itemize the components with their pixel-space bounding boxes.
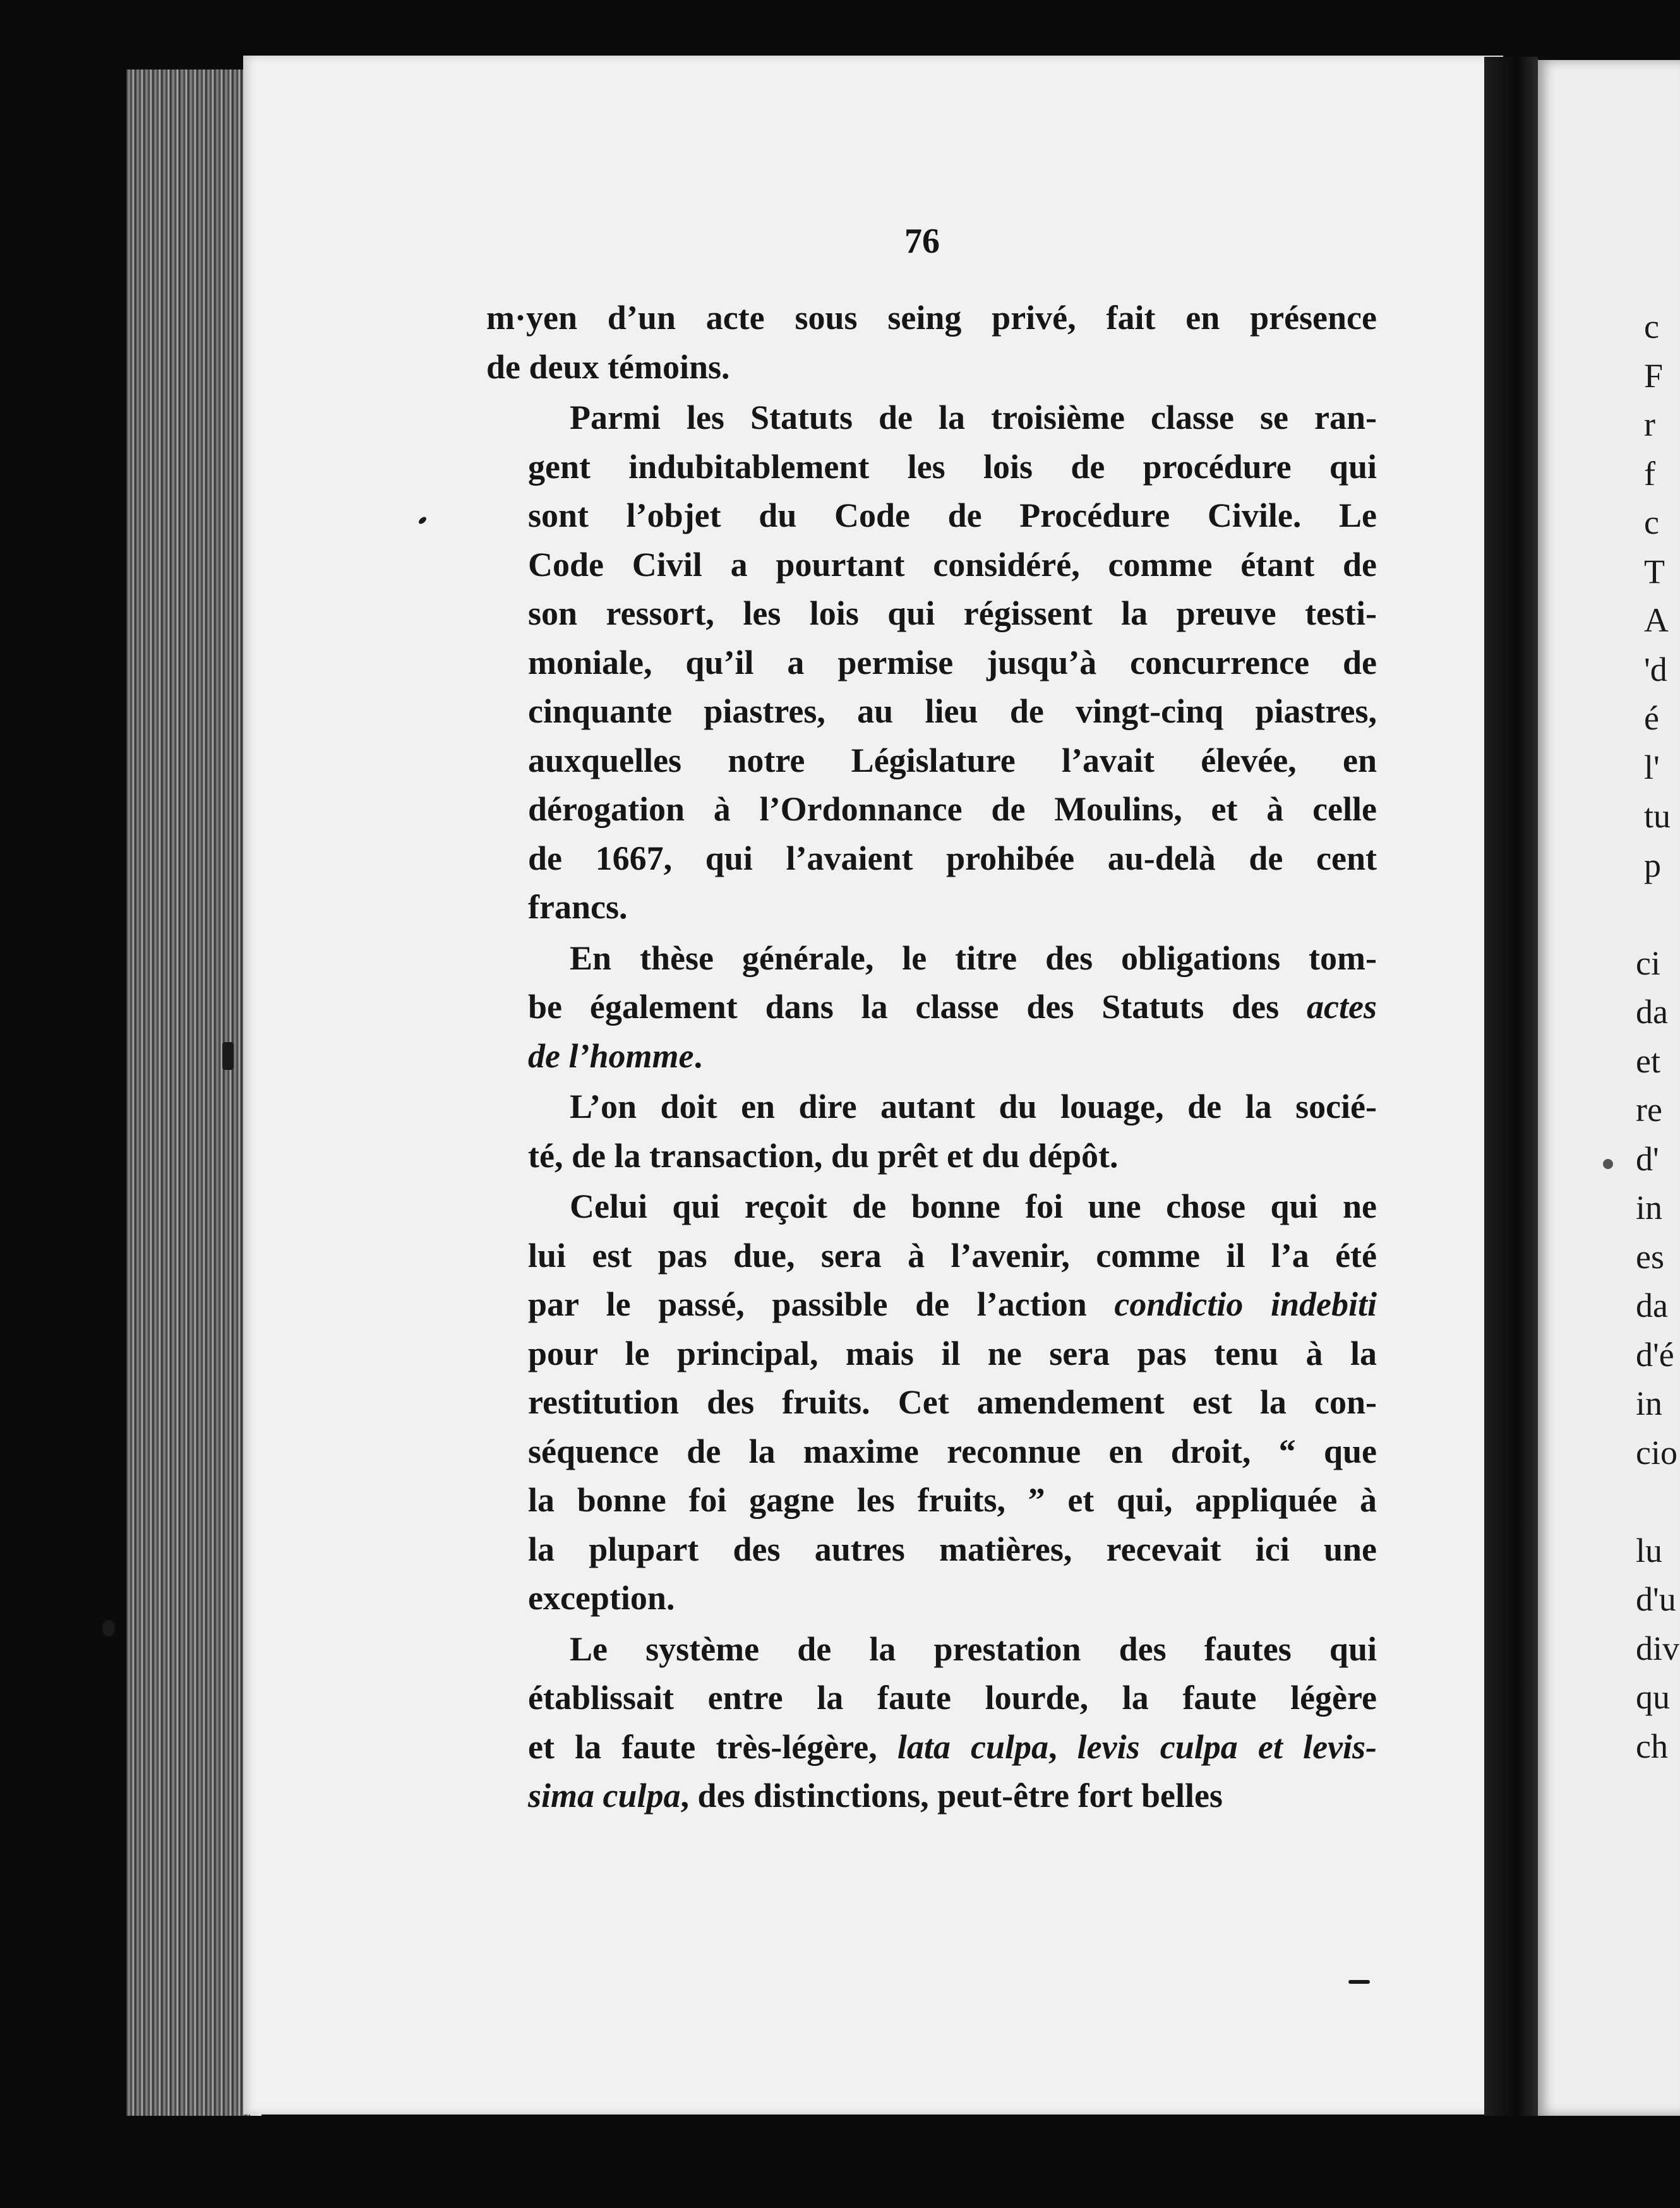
text-line	[486, 1232, 1377, 1281]
text-run: Parmi les Statuts de la troisième classe se ran-	[570, 399, 1377, 436]
facing-page-fragment: F	[1644, 356, 1664, 395]
facing-page-fragment: re	[1636, 1091, 1662, 1129]
italic-text: condictio indebiti	[1114, 1285, 1377, 1323]
text-run: de deux témoins.	[486, 347, 730, 386]
text-run: L’on doit en dire autant du louage, de la socié-	[570, 1088, 1377, 1125]
text-line	[486, 1032, 1377, 1081]
body-text	[486, 294, 1377, 1821]
facing-page-fragment: T	[1644, 552, 1665, 591]
facing-page-fragment: tu	[1644, 797, 1671, 835]
text-line	[486, 294, 1377, 343]
italic-text: actes	[1307, 988, 1377, 1026]
text-line	[486, 343, 1377, 392]
facing-page-fragment: p	[1644, 846, 1661, 884]
facing-page-fragment: da	[1636, 993, 1668, 1031]
text-run: Celui qui reçoit de bonne foi une chose qui ne	[570, 1187, 1377, 1225]
facing-page-fragment: div	[1636, 1629, 1680, 1667]
facing-page-fragment: c	[1644, 308, 1659, 345]
text-line	[486, 541, 1377, 590]
text-line	[486, 1625, 1377, 1674]
facing-page-fragment: é	[1644, 699, 1659, 737]
book-gutter	[1484, 57, 1538, 2116]
text-run: exception.	[528, 1579, 675, 1617]
text-run: pour le principal, mais il ne sera pas tenu à la	[528, 1334, 1377, 1372]
text-run: be également dans la classe des Statuts des	[528, 988, 1307, 1026]
facing-page-fragment: in	[1636, 1384, 1663, 1422]
facing-page-fragment: d'u	[1636, 1580, 1676, 1618]
facing-page-fragment: f	[1644, 454, 1655, 493]
paragraph	[486, 1083, 1377, 1180]
italic-text: sima culpa	[528, 1777, 681, 1815]
text-run: séquence de la maxime reconnue en droit, “ que	[528, 1432, 1377, 1470]
text-line	[486, 1674, 1377, 1723]
text-line	[486, 1476, 1377, 1525]
text-run: la bonne foi gagne les fruits, ” et qui, appliquée à	[528, 1481, 1377, 1519]
text-line	[486, 834, 1377, 884]
text-line	[486, 785, 1377, 834]
italic-text: levis culpa et levis-	[1077, 1727, 1377, 1766]
facing-page-fragment: ci	[1636, 944, 1660, 982]
facing-page-fragment: lu	[1636, 1531, 1663, 1569]
text-line	[486, 1280, 1377, 1329]
text-line	[486, 1083, 1377, 1132]
page-number: 76	[904, 222, 940, 261]
text-line	[486, 1427, 1377, 1477]
italic-text: lata culpa	[897, 1727, 1049, 1766]
text-line	[486, 1574, 1377, 1623]
text-line	[486, 639, 1377, 688]
text-run: son ressort, les lois qui régissent la preuve testi-	[528, 594, 1377, 632]
text-run: .	[693, 1036, 702, 1075]
ink-speck	[1603, 1159, 1613, 1169]
text-run: moniale, qu’il a permise jusqu’à concurrence de	[528, 643, 1377, 681]
text-run: et la faute très-légère,	[528, 1727, 897, 1766]
text-run: cinquante piastres, au lieu de vingt-cinq piastres,	[528, 692, 1377, 730]
paragraph	[486, 393, 1377, 932]
paragraph	[486, 934, 1377, 1081]
text-run: lui est pas due, sera à l’avenir, comme il l’a été	[528, 1236, 1377, 1275]
paragraph	[486, 1625, 1377, 1821]
facing-page-fragment: qu	[1636, 1678, 1670, 1716]
text-run: m·yen d’un acte sous seing privé, fait en présence	[486, 299, 1377, 337]
facing-page-fragment: ch	[1636, 1727, 1668, 1765]
facing-page-fragment: cio	[1636, 1433, 1677, 1472]
text-line	[486, 736, 1377, 786]
text-line	[486, 491, 1377, 541]
facing-page-fragment: d'	[1636, 1139, 1659, 1178]
text-line	[486, 589, 1377, 639]
text-line	[486, 883, 1377, 932]
facing-page-fragment: da	[1636, 1287, 1668, 1324]
facing-page-fragment: 'd	[1644, 650, 1667, 688]
text-line	[486, 1378, 1377, 1427]
text-line	[486, 1182, 1377, 1232]
paragraph	[486, 294, 1377, 392]
facing-page-fragment: r	[1644, 405, 1655, 443]
text-run: Le système de la prestation des fautes qui	[570, 1629, 1377, 1668]
ink-speck	[102, 1620, 115, 1636]
text-run: francs.	[528, 888, 628, 926]
text-run: auxquelles notre Législature l’avait élevée, en	[528, 741, 1377, 779]
text-line	[486, 393, 1377, 443]
text-run: gent indubitablement les lois de procédure qui	[528, 447, 1377, 486]
ink-speck	[222, 1042, 234, 1070]
page-edges	[126, 69, 253, 2116]
facing-page-fragment: et	[1636, 1041, 1660, 1080]
text-run: Code Civil a pourtant considéré, comme étant de	[528, 545, 1377, 584]
text-line	[486, 934, 1377, 983]
text-run: En thèse générale, le titre des obligations tom-	[570, 939, 1377, 977]
text-run: de 1667, qui l’avaient prohibée au-delà de cent	[528, 839, 1377, 877]
facing-page-fragment: d'é	[1636, 1335, 1674, 1374]
text-run: par le passé, passible de l’action	[528, 1285, 1115, 1323]
facing-page-fragment: c	[1644, 503, 1659, 541]
text-line	[486, 1772, 1377, 1821]
text-run: ,	[1048, 1727, 1077, 1766]
text-run: , des distinctions, peut-être fort belles	[680, 1777, 1223, 1815]
facing-page	[1538, 60, 1680, 2116]
text-run: la plupart des autres matières, recevait ici une	[528, 1530, 1377, 1568]
text-run: restitution des fruits. Cet amendement est la con-	[528, 1383, 1377, 1421]
text-run: té, de la transaction, du prêt et du dépôt.	[528, 1136, 1119, 1175]
text-line	[486, 1723, 1377, 1772]
italic-text: de l’homme	[528, 1036, 694, 1075]
ink-speck	[1348, 1980, 1370, 1984]
text-line	[486, 443, 1377, 492]
text-run: établissait entre la faute lourde, la faute légère	[528, 1679, 1377, 1717]
facing-page-fragment: es	[1636, 1237, 1664, 1276]
text-run: sont l’objet du Code de Procédure Civile. Le	[528, 496, 1377, 534]
paragraph	[486, 1182, 1377, 1623]
facing-page-fragment: in	[1636, 1189, 1663, 1227]
facing-page-fragment: A	[1644, 601, 1669, 639]
text-line	[486, 687, 1377, 736]
text-run: dérogation à l’Ordonnance de Moulins, et à celle	[528, 790, 1377, 828]
text-line	[486, 1329, 1377, 1379]
text-line	[486, 1525, 1377, 1575]
text-line	[486, 983, 1377, 1032]
facing-page-fragment: l'	[1644, 748, 1660, 786]
text-line	[486, 1132, 1377, 1181]
